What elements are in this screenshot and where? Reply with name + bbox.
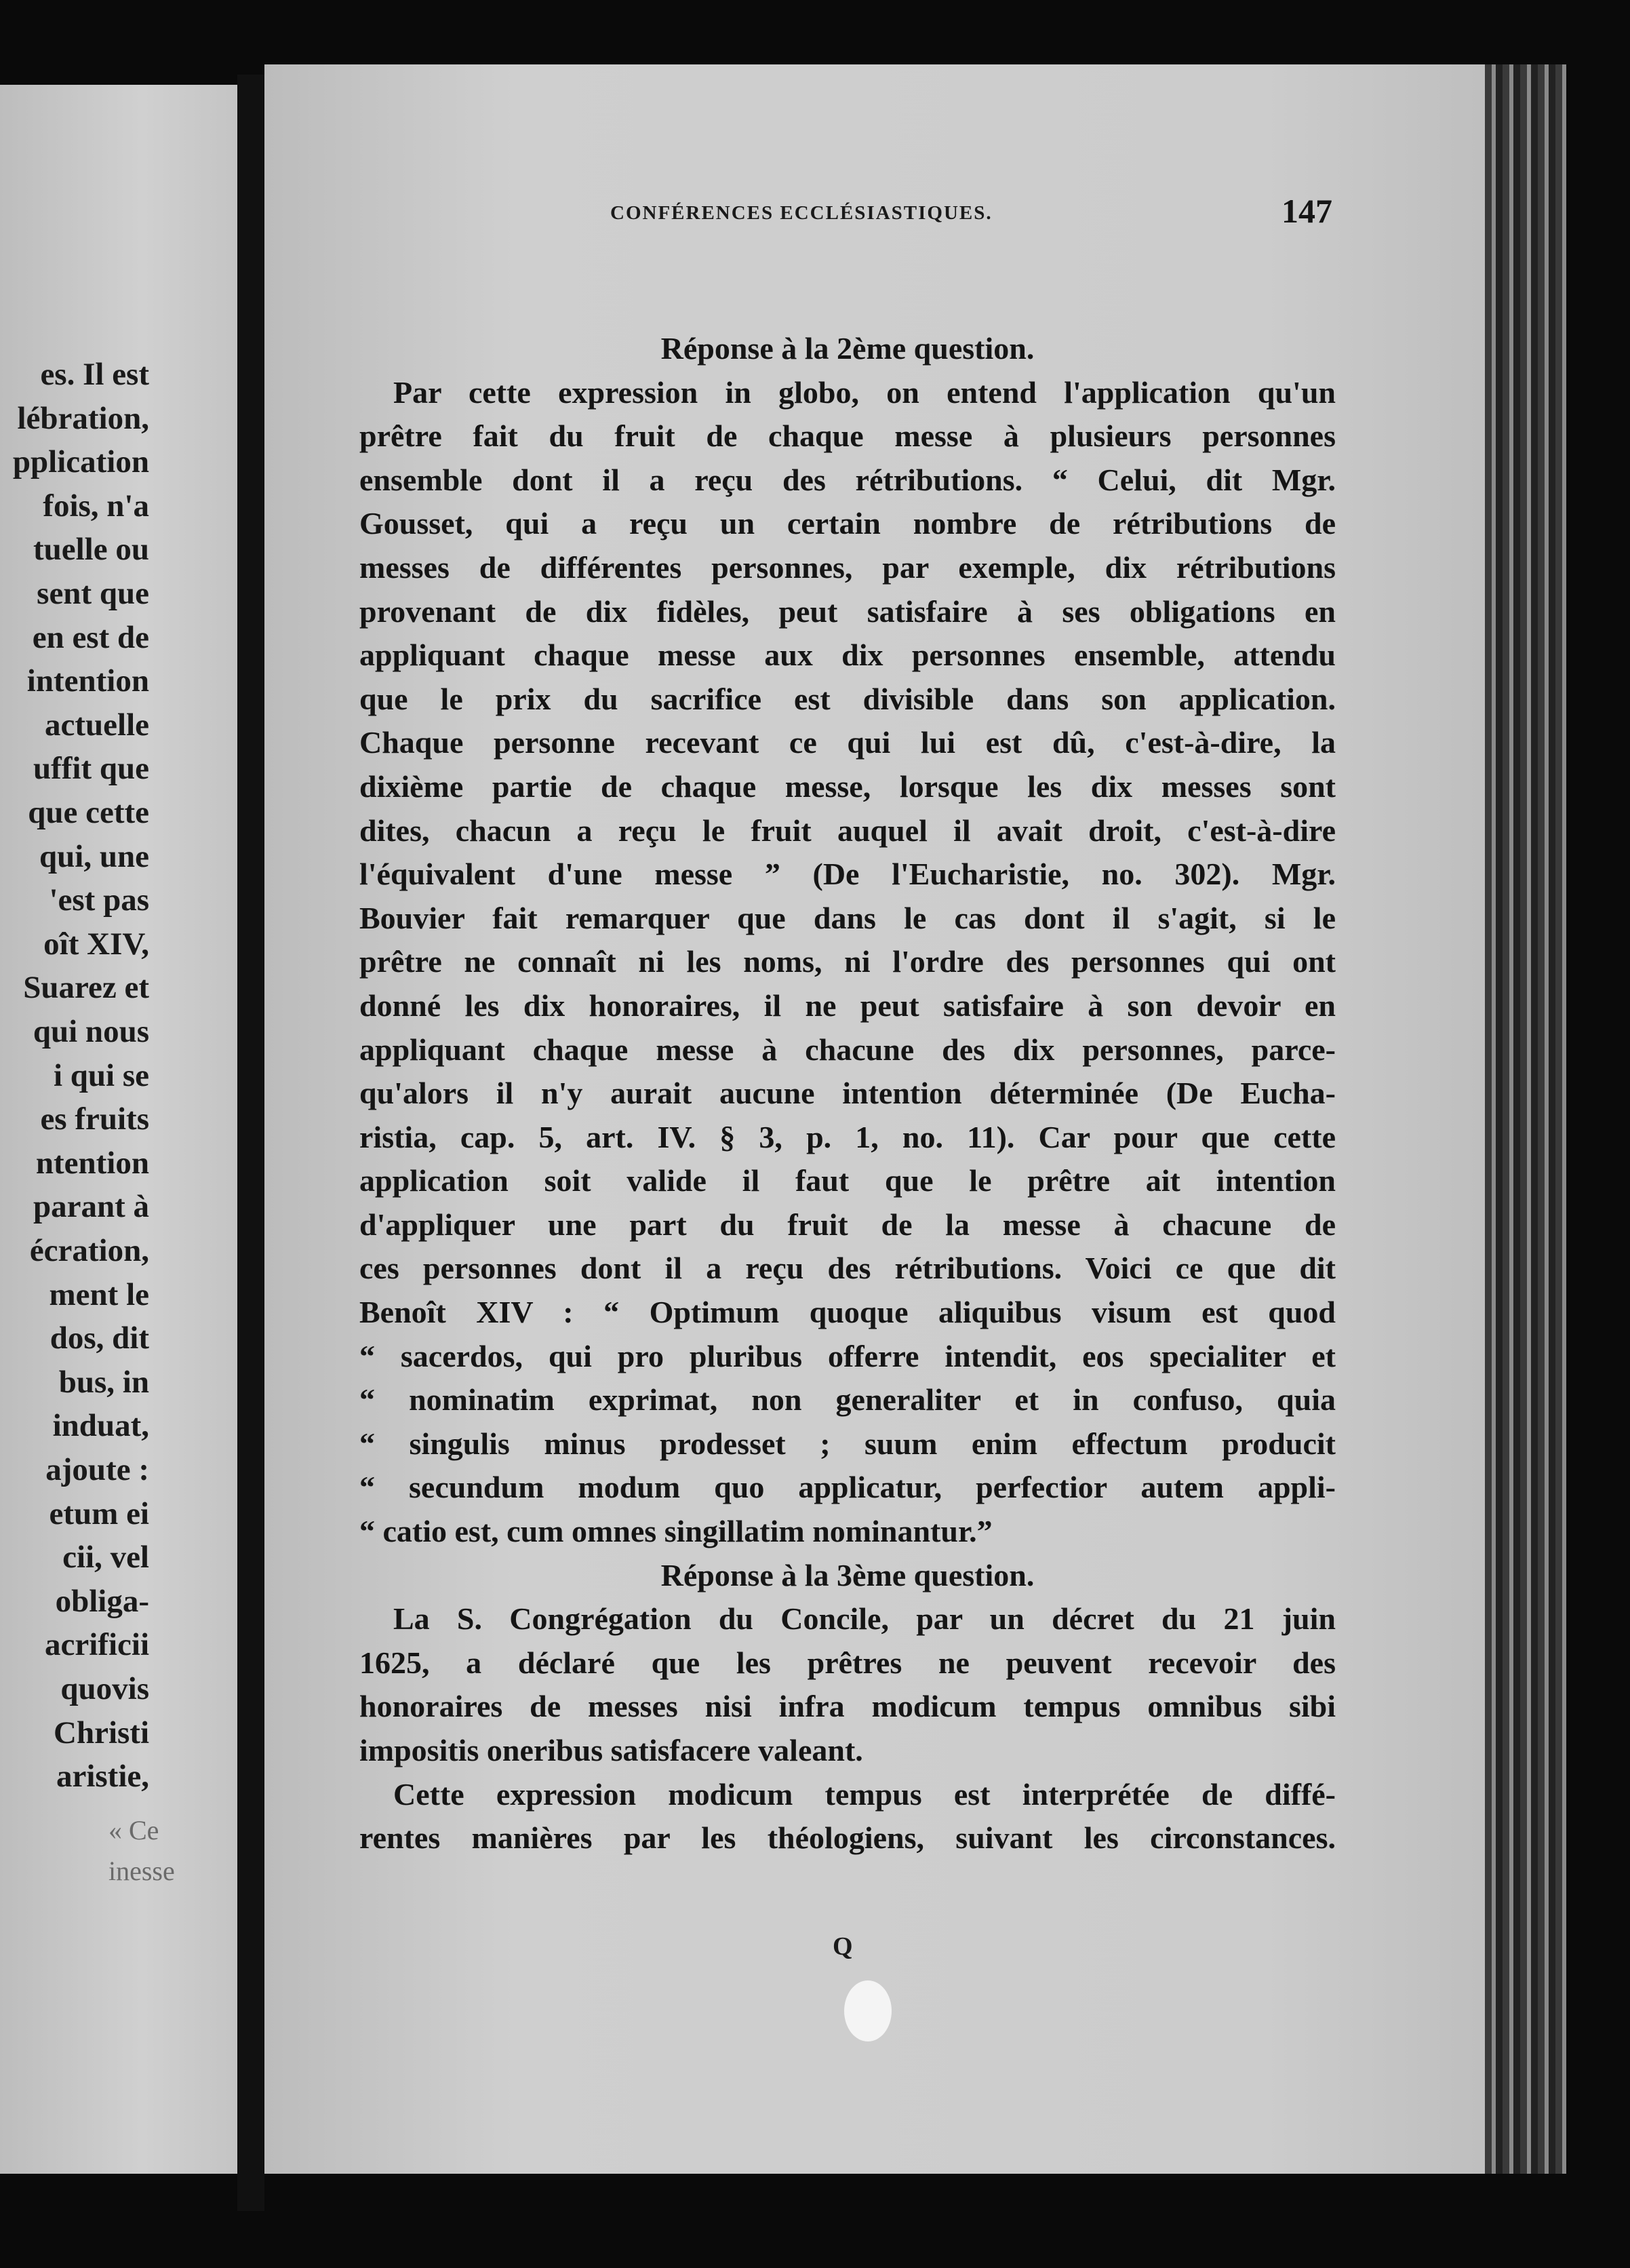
signature-mark: Q — [833, 1932, 853, 1961]
left-page-line: induat, — [52, 1408, 149, 1444]
left-page-line: Suarez et — [23, 970, 149, 1006]
page-header — [339, 192, 1332, 237]
left-page-line: Christi — [54, 1715, 149, 1751]
text-line: appliquant chaque messe aux dix personnes ensemble, attendu — [359, 638, 1336, 673]
left-page-line: es. Il est — [40, 357, 149, 392]
left-page-line: en est de — [32, 619, 149, 655]
left-page-line: dos, dit — [49, 1321, 149, 1356]
left-page-line: etum ei — [49, 1495, 149, 1531]
text-line: application soit valide il faut que le prêtre ait intention — [359, 1163, 1336, 1198]
left-page-line: i qui se — [53, 1057, 149, 1093]
text-line: Chaque personne recevant ce qui lui est dû, c'est-à-dire, la — [359, 725, 1336, 760]
left-page-line: cii, vel — [62, 1540, 149, 1576]
text-line: provenant de dix fidèles, peut satisfaire à ses obligations en — [359, 593, 1336, 629]
text-line: qu'alors il n'y aurait aucune intention déterminée (De Eucha- — [359, 1076, 1336, 1111]
left-page-line: sent que — [37, 576, 149, 611]
left-page-line: oît XIV, — [43, 926, 149, 962]
book-gutter — [237, 75, 264, 2211]
left-page-line: pplication — [12, 444, 149, 480]
text-line: Benoît XIV : “ Optimum quoque aliquibus visum est quod — [359, 1295, 1336, 1330]
left-page-line: que cette — [28, 795, 149, 830]
left-page-line: obliga- — [55, 1583, 149, 1619]
paper-blot — [844, 1980, 892, 2041]
left-page-line: quovis — [60, 1671, 149, 1706]
text-line: “ sacerdos, qui pro pluribus offerre intendit, eos specialiter et — [359, 1338, 1336, 1373]
text-line: dites, chacun a reçu le fruit auquel il avait droit, c'est-à-dire — [359, 813, 1336, 848]
left-page-line: ntention — [35, 1145, 149, 1181]
text-line: Cette expression modicum tempus est interprétée de diffé- — [393, 1776, 1336, 1812]
text-line: “ singulis minus prodesset ; suum enim effectum producit — [359, 1426, 1336, 1461]
left-page-line: actuelle — [45, 707, 149, 743]
left-page-line: qui nous — [33, 1014, 149, 1049]
left-page-line: tuelle ou — [33, 532, 149, 568]
left-page-line: fois, n'a — [43, 488, 149, 524]
left-margin-mark-1: « Ce — [108, 1815, 159, 1845]
left-page-line: uffit que — [33, 751, 149, 787]
page-edge-stripes — [1485, 64, 1566, 2174]
page-number: 147 — [1281, 192, 1332, 230]
main-text — [359, 327, 1336, 1860]
text-line: d'appliquer une part du fruit de la messe à chacune de — [359, 1207, 1336, 1242]
left-page-line: qui, une — [39, 838, 149, 874]
text-line: ces personnes dont il a reçu des rétributions. Voici ce que dit — [359, 1251, 1336, 1286]
text-line: Bouvier fait remarquer que dans le cas dont il s'agit, si le — [359, 900, 1336, 935]
paragraph-3 — [359, 1773, 1336, 1860]
left-page-line: 'est pas — [49, 882, 149, 918]
text-line: prêtre ne connaît ni les noms, ni l'ordre des personnes qui ont — [359, 944, 1336, 979]
left-page-line: écration, — [29, 1233, 149, 1268]
paragraph-1 — [359, 371, 1336, 1554]
left-page-line: bus, in — [58, 1364, 149, 1400]
text-line: “ secundum modum quo applicatur, perfectior autem appli- — [359, 1470, 1336, 1505]
running-head: CONFÉRENCES ECCLÉSIASTIQUES. — [610, 202, 993, 224]
text-line: prêtre fait du fruit de chaque messe à plusieurs personnes — [359, 418, 1336, 454]
text-line: l'équivalent d'une messe ” (De l'Eucharistie, no. 302). Mgr. — [359, 857, 1336, 892]
left-page-line: es fruits — [40, 1101, 149, 1137]
text-line: Gousset, qui a reçu un certain nombre de rétributions de — [359, 506, 1336, 541]
text-line: messes de différentes personnes, par exemple, dix rétributions — [359, 549, 1336, 585]
text-line: “ nominatim exprimat, non generaliter et in confuso, quia — [359, 1382, 1336, 1418]
left-page-line: ment le — [49, 1276, 149, 1312]
text-line: dixième partie de chaque messe, lorsque les dix messes sont — [359, 768, 1336, 804]
left-page-line: lébration, — [17, 400, 149, 436]
text-line: ristia, cap. 5, art. IV. § 3, p. 1, no. 11). Car pour que cette — [359, 1119, 1336, 1154]
paragraph-2 — [359, 1597, 1336, 1772]
left-page-line: intention — [26, 663, 149, 699]
text-line: que le prix du sacrifice est divisible dans son application. — [359, 681, 1336, 716]
text-line: 1625, a déclaré que les prêtres ne peuvent recevoir des — [359, 1645, 1336, 1680]
left-page-line: acrificii — [45, 1627, 149, 1663]
text-line: honoraires de messes nisi infra modicum tempus omnibus sibi — [359, 1689, 1336, 1724]
left-margin-mark-2: inesse — [108, 1856, 175, 1886]
text-line: appliquant chaque messe à chacune des dix personnes, parce- — [359, 1032, 1336, 1067]
text-line: donné les dix honoraires, il ne peut satisfaire à son devoir en — [359, 988, 1336, 1023]
left-page-fragment — [0, 85, 237, 2174]
text-line: “ catio est, cum omnes singillatim nominantur.” — [359, 1514, 993, 1549]
heading-question-3: Réponse à la 3ème question. — [660, 1557, 1035, 1592]
left-page-line: ajoute : — [45, 1452, 149, 1487]
text-line: Par cette expression in globo, on entend l'application qu'un — [393, 374, 1336, 410]
text-line: impositis oneribus satisfacere valeant. — [359, 1733, 863, 1767]
heading-question-2: Réponse à la 2ème question. — [660, 331, 1035, 366]
text-line: La S. Congrégation du Concile, par un décret du 21 juin — [393, 1601, 1336, 1637]
text-line: rentes manières par les théologiens, suivant les circonstances. — [359, 1820, 1336, 1856]
left-page-line: aristie, — [56, 1759, 149, 1795]
text-line: ensemble dont il a reçu des rétributions. “ Celui, dit Mgr. — [359, 462, 1336, 497]
left-page-line: parant à — [33, 1189, 149, 1225]
